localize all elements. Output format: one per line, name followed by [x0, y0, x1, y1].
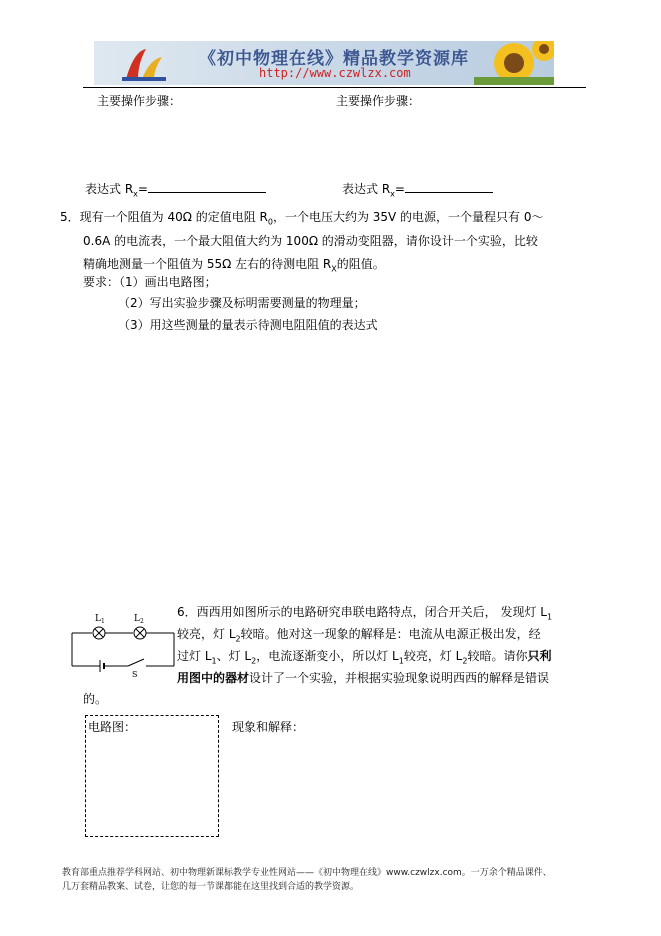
q5-requirement-2: （2）写出实验步骤及标明需要测量的物理量； — [118, 296, 366, 310]
q6-line-1: 6．西西用如图所示的电路研究串联电路特点，闭合开关后， 发现灯 $L_1$ — [177, 605, 553, 622]
steps-label-right: 主要操作步骤： — [336, 94, 421, 108]
header-rule — [83, 87, 586, 88]
switch-symbol — [128, 659, 144, 666]
footer-line-2: 几万套精品教案、试卷，让您的每一节课都能在这里找到合适的教学资源。 — [62, 882, 360, 892]
site-logo — [116, 41, 176, 85]
q6-line-4: 用图中的器材设计了一个实验，并根据实验现象说明西西的解释是错误 — [177, 671, 550, 685]
q5-line-2: 0.6A 的电流表，一个最大阻值大约为 100Ω 的滑动变阻器，请你设计一个实验，比较 — [83, 234, 538, 248]
answer-blank-left[interactable] — [148, 180, 266, 193]
phenomenon-label: 现象和解释： — [232, 720, 305, 734]
label-l2: $L_2$ — [134, 614, 144, 625]
expression-left: 表达式 $R_x=$ — [85, 180, 266, 198]
footer-line-1: 教育部重点推荐学科网站、初中物理新课标教学专业性网站——《初中物理在线》www.czwlzx.com。一万余个精品课件、 — [62, 868, 552, 878]
header-banner — [94, 41, 554, 85]
q5-requirement-3: （3）用这些测量的量表示待测电阻阻值的表达式 — [118, 318, 378, 332]
q5-line-3: 精确地测量一个阻值为 55Ω 左右的待测电阻 $R_X$的阻值。 — [83, 257, 385, 274]
q5-requirement-1: 要求：（1）画出电路图； — [83, 275, 217, 289]
q6-line-3: 过灯 $L_1$、灯 $L_2$，电流逐渐变小，所以灯 $L_1$较亮，灯 $L_2$较暗。请你只利 — [177, 649, 552, 666]
circuit-box-label: 电路图： — [88, 720, 137, 734]
q6-line-2: 较亮，灯 $L_2$较暗。他对这一现象的解释是：电流从电源正极出发，经 — [177, 627, 541, 644]
q5-line-1: 5．现有一个阻值为 40Ω 的定值电阻 $R_0$，一个电压大约为 35V 的电源，一个量程只有 0～ — [60, 210, 544, 227]
q6-line-5: 的。 — [83, 692, 108, 706]
steps-label-left: 主要操作步骤： — [97, 94, 182, 108]
sunflower-image — [474, 41, 554, 85]
expression-right: 表达式 $R_x=$ — [342, 180, 493, 198]
label-s: S — [132, 670, 138, 678]
banner-title: 《初中物理在线》精品教学资源库 — [199, 49, 469, 69]
label-l1: $L_1$ — [95, 614, 105, 625]
series-circuit-diagram — [70, 603, 180, 678]
banner-url[interactable]: http://www.czwlzx.com — [259, 66, 411, 80]
answer-blank-right[interactable] — [405, 180, 493, 193]
